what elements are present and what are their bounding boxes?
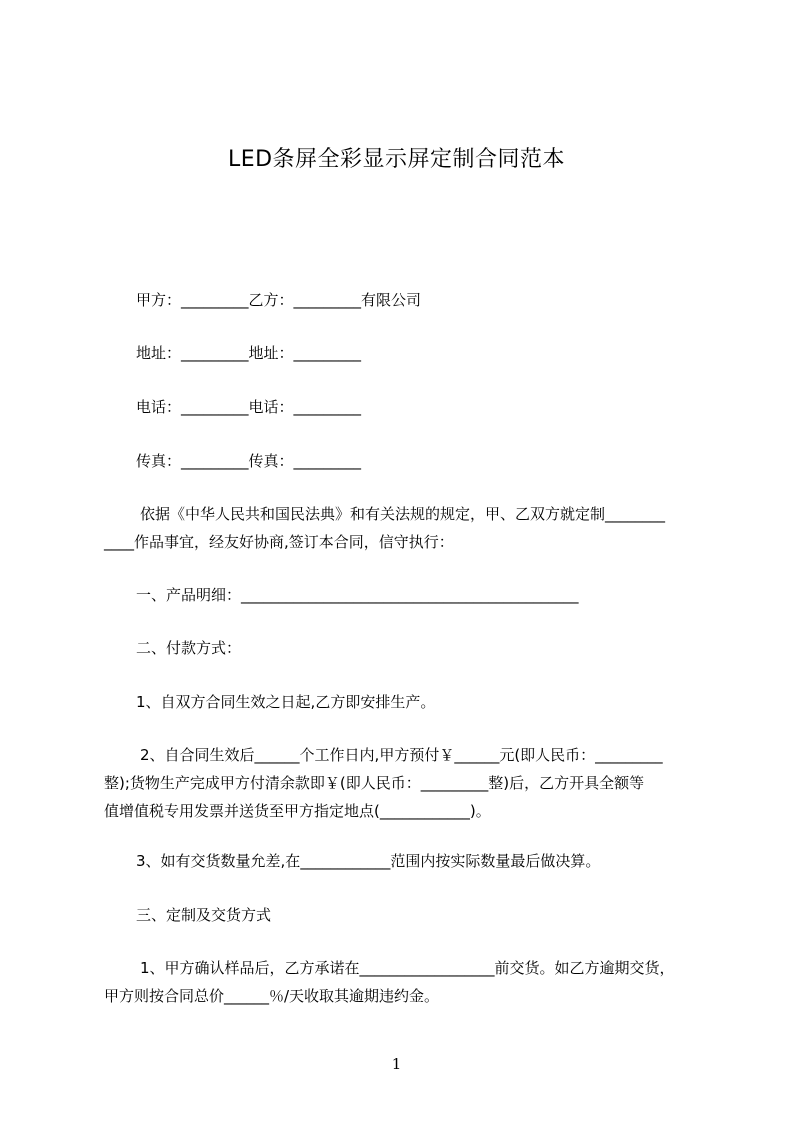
- party-address-line: 地址：_________地址：_________: [136, 344, 362, 362]
- page-number: 1: [391, 1055, 402, 1073]
- section-2-heading: 二、付款方式：: [136, 639, 242, 657]
- section-2-item-2-line-2: 整);货物生产完成甲方付清余款即￥(即人民币：_________整)后，乙方开具全额等: [104, 774, 645, 792]
- section-2-item-2-line-1: 2、自合同生效后______个工作日内,甲方预付￥______元(即人民币：_________: [140, 746, 663, 764]
- section-3-item-1-line-2: 甲方则按合同总价______％/天收取其逾期违约金。: [104, 987, 440, 1005]
- section-2-item-1: 1、自双方合同生效之日起,乙方即安排生产。: [136, 693, 436, 711]
- party-fax-line: 传真：_________传真：_________: [136, 452, 362, 470]
- section-1-product-details: 一、产品明细：_____________________________________________: [136, 586, 579, 604]
- intro-paragraph-line-1: 依据《中华人民共和国民法典》和有关法规的规定，甲、乙双方就定制________: [140, 505, 666, 523]
- section-3-heading: 三、定制及交货方式: [136, 906, 272, 924]
- section-2-item-2-line-3: 值增值税专用发票并送货至甲方指定地点(____________)。: [104, 802, 491, 820]
- intro-paragraph-line-2: ____作品事宜，经友好协商,签订本合同，信守执行：: [104, 533, 454, 551]
- party-phone-line: 电话：_________电话：_________: [136, 398, 362, 416]
- party-names-line: 甲方：_________乙方：_________有限公司: [136, 291, 422, 309]
- document-title: LED条屏全彩显示屏定制合同范本: [227, 147, 566, 172]
- section-3-item-1-line-1: 1、甲方确认样品后，乙方承诺在__________________前交货。如乙方逾期交货，: [140, 959, 675, 977]
- section-2-item-3: 3、如有交货数量允差,在____________范围内按实际数量最后做决算。: [136, 852, 601, 870]
